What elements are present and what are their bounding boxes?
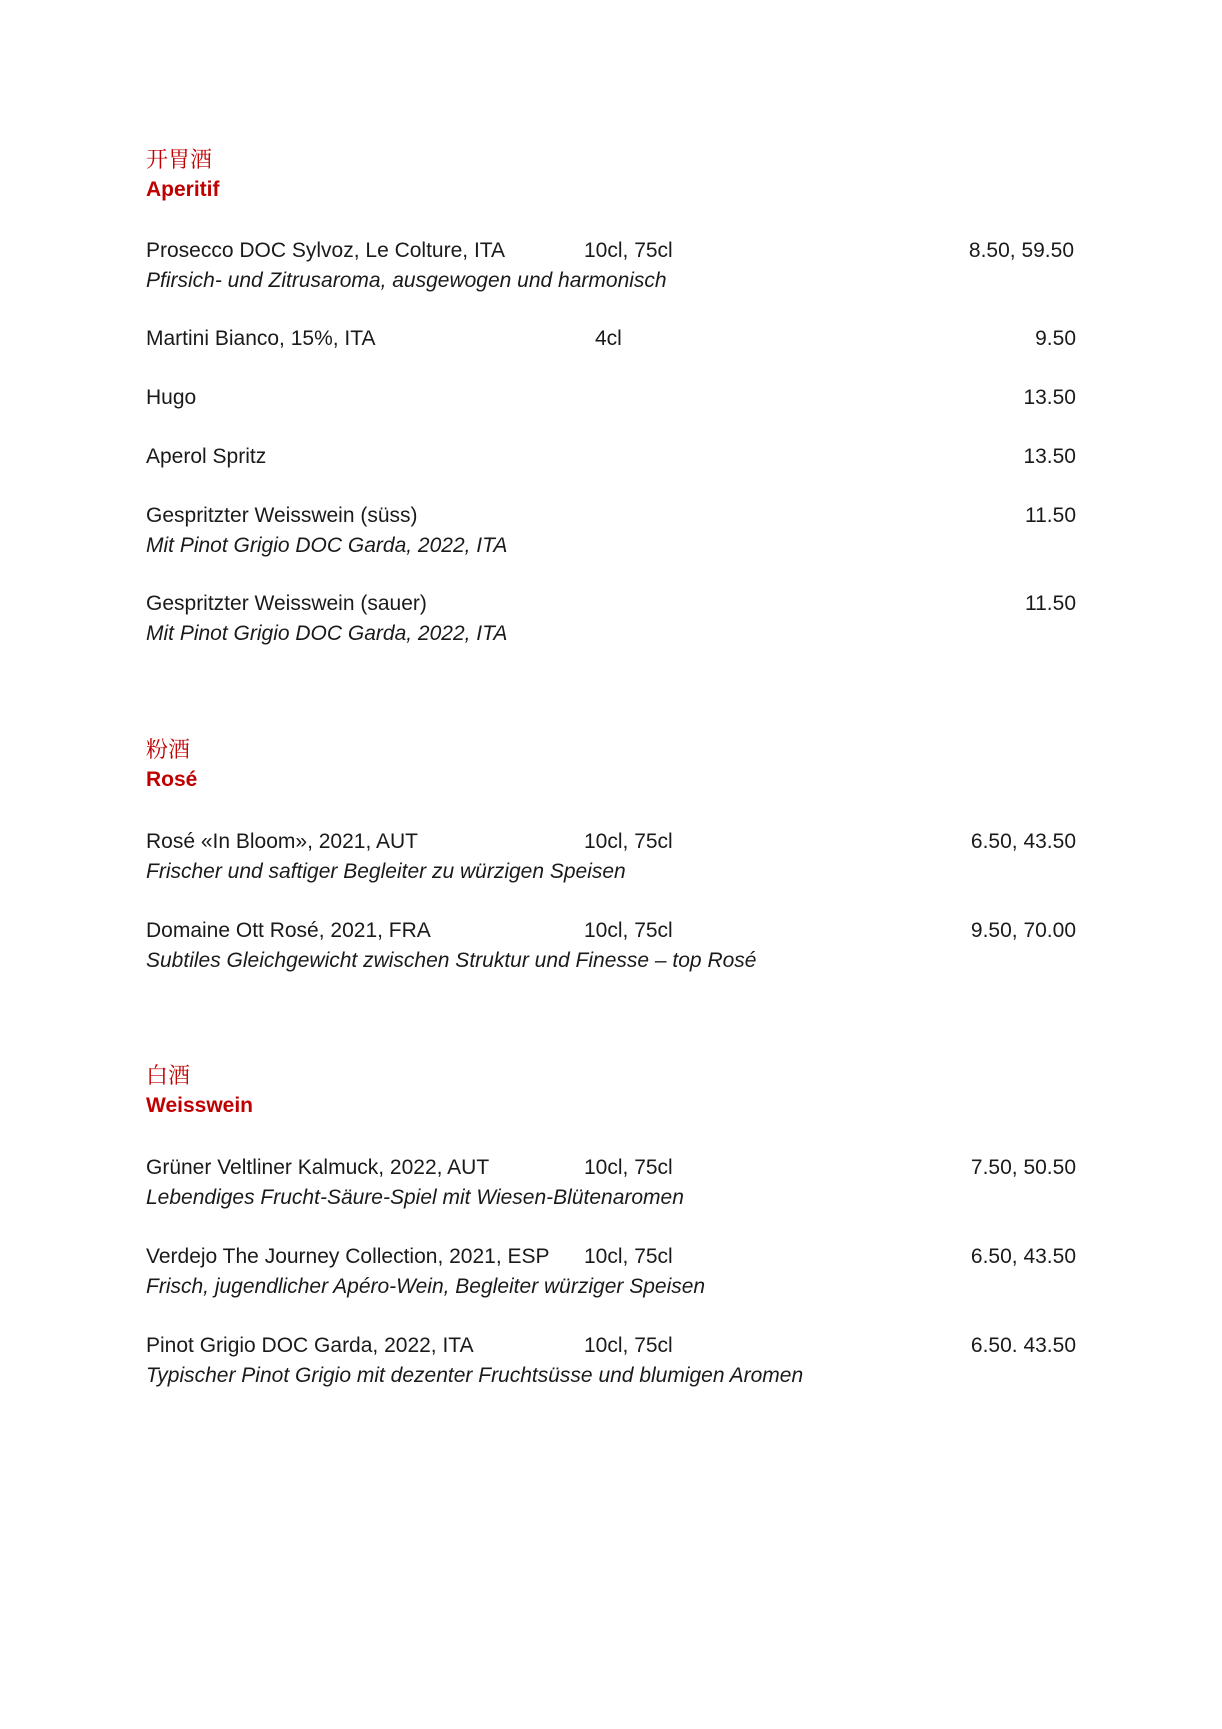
item-price: 13.50 bbox=[1023, 445, 1076, 468]
section-weisswein bbox=[146, 1062, 1076, 1387]
item-price: 9.50, 70.00 bbox=[970, 919, 1076, 942]
item-size: 10cl, 75cl bbox=[584, 1156, 673, 1179]
section-title-cn: 粉酒 bbox=[146, 738, 191, 763]
menu-item bbox=[146, 324, 1076, 354]
item-size: 10cl, 75cl bbox=[584, 1245, 673, 1268]
item-name: Grüner Veltliner Kalmuck, 2022, AUT bbox=[146, 1156, 490, 1179]
item-size: 10cl, 75cl bbox=[584, 239, 673, 262]
item-name: Hugo bbox=[146, 386, 197, 409]
item-price: 13.50 bbox=[1023, 386, 1076, 409]
section-title-cn: 开胃酒 bbox=[146, 148, 213, 173]
menu-item bbox=[146, 916, 1076, 976]
menu-item bbox=[146, 1153, 1076, 1213]
item-name: Aperol Spritz bbox=[146, 445, 267, 468]
item-size: 10cl, 75cl bbox=[584, 1334, 673, 1357]
item-price: 6.50, 43.50 bbox=[970, 1245, 1076, 1268]
section-aperitif bbox=[146, 146, 1076, 645]
section-title-cn: 白酒 bbox=[146, 1064, 191, 1089]
item-description: Frisch, jugendlicher Apéro-Wein, Begleiter würziger Speisen bbox=[146, 1275, 706, 1298]
section-title: Rosé bbox=[146, 768, 198, 791]
menu-item bbox=[146, 589, 1076, 649]
item-name: Gespritzter Weisswein (sauer) bbox=[146, 592, 427, 615]
item-description: Pfirsich- und Zitrusaroma, ausgewogen und harmonisch bbox=[146, 269, 667, 292]
item-description: Typischer Pinot Grigio mit dezenter Fruchtsüsse und blumigen Aromen bbox=[146, 1364, 804, 1387]
item-description: Mit Pinot Grigio DOC Garda, 2022, ITA bbox=[146, 534, 508, 557]
item-price: 8.50, 59.50 bbox=[968, 239, 1074, 262]
item-price: 11.50 bbox=[1025, 592, 1076, 615]
item-name: Domaine Ott Rosé, 2021, FRA bbox=[146, 919, 431, 942]
item-price: 6.50, 43.50 bbox=[970, 830, 1076, 853]
item-size: 10cl, 75cl bbox=[584, 919, 673, 942]
item-name: Rosé «In Bloom», 2021, AUT bbox=[146, 830, 418, 853]
item-description: Subtiles Gleichgewicht zwischen Struktur und Finesse – top Rosé bbox=[146, 949, 757, 972]
item-price: 7.50, 50.50 bbox=[970, 1156, 1076, 1179]
item-size: 4cl bbox=[595, 327, 622, 350]
item-size: 10cl, 75cl bbox=[584, 830, 673, 853]
item-name: Pinot Grigio DOC Garda, 2022, ITA bbox=[146, 1334, 474, 1357]
item-name: Gespritzter Weisswein (süss) bbox=[146, 504, 418, 527]
item-name: Verdejo The Journey Collection, 2021, ESP bbox=[146, 1245, 550, 1268]
item-description: Lebendiges Frucht-Säure-Spiel mit Wiesen-Blütenaromen bbox=[146, 1186, 684, 1209]
menu-item bbox=[146, 501, 1076, 561]
item-price: 6.50. 43.50 bbox=[970, 1334, 1076, 1357]
menu-item bbox=[146, 827, 1076, 887]
item-price: 9.50 bbox=[1035, 327, 1076, 350]
section-title: Aperitif bbox=[146, 178, 220, 201]
item-description: Mit Pinot Grigio DOC Garda, 2022, ITA bbox=[146, 622, 508, 645]
menu-item bbox=[146, 442, 1076, 472]
section-title: Weisswein bbox=[146, 1094, 253, 1117]
item-price: 11.50 bbox=[1025, 504, 1076, 527]
menu-item bbox=[146, 236, 1076, 296]
menu-item bbox=[146, 383, 1076, 413]
item-name: Prosecco DOC Sylvoz, Le Colture, ITA bbox=[146, 239, 506, 262]
item-description: Frischer und saftiger Begleiter zu würzigen Speisen bbox=[146, 860, 626, 883]
menu-item bbox=[146, 1331, 1076, 1391]
menu-item bbox=[146, 1242, 1076, 1302]
section-rose bbox=[146, 736, 1076, 972]
item-name: Martini Bianco, 15%, ITA bbox=[146, 327, 376, 350]
